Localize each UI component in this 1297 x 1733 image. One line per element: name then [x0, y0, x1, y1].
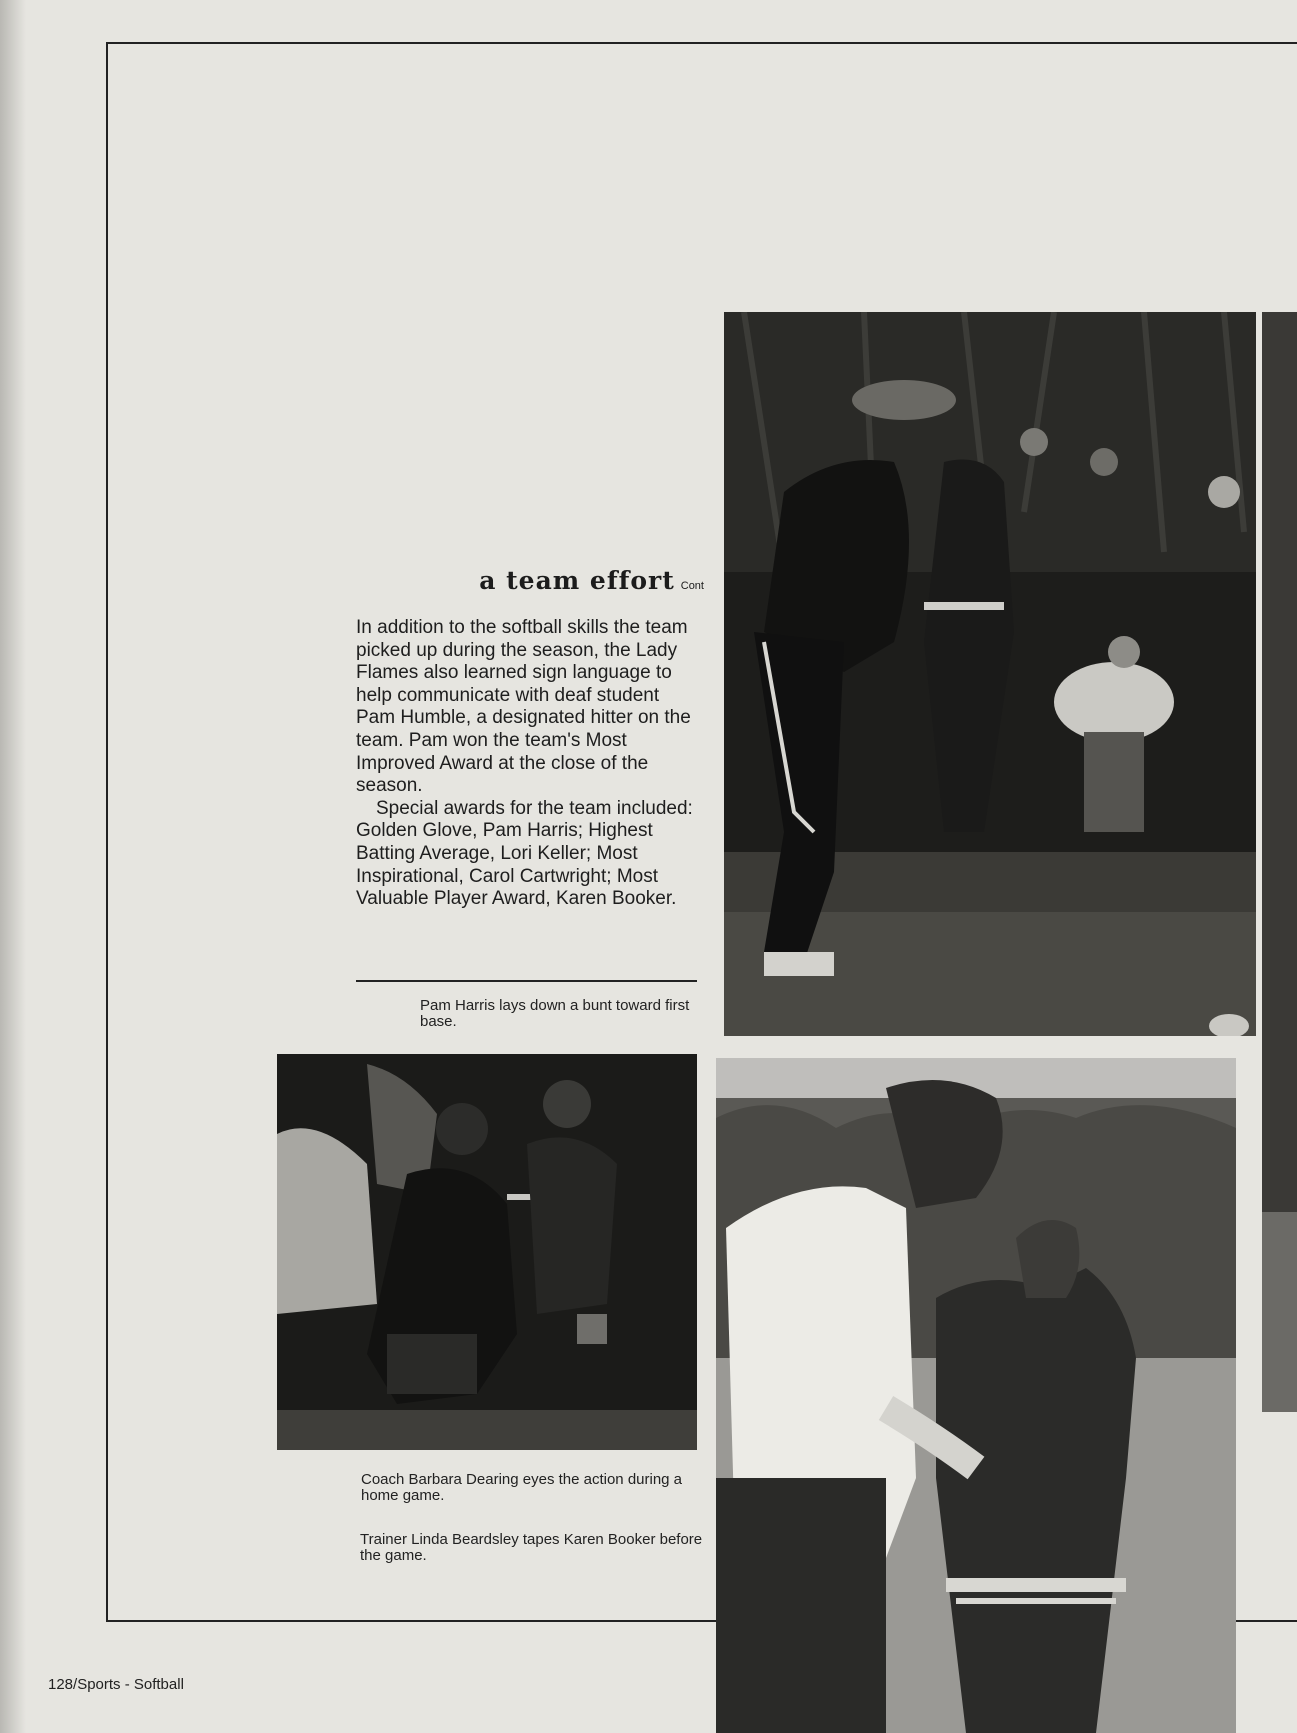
photo-coach [277, 1054, 697, 1450]
page-gutter-shadow [0, 0, 26, 1733]
photo-bunt [724, 312, 1256, 1036]
divider-rule [356, 980, 697, 982]
heading-title: a team effort [479, 566, 675, 595]
photo-trainer [716, 1058, 1236, 1733]
heading-cont-label: Cont [680, 580, 704, 592]
caption-bunt: Pam Harris lays down a bunt toward first base. [420, 997, 690, 1030]
caption-coach: Coach Barbara Dearing eyes the action during a home game. [361, 1471, 683, 1504]
photo-edge-strip [1262, 312, 1297, 1412]
page-footer-label: 128/Sports - Softball [48, 1676, 184, 1693]
body-paragraph-1: In addition to the softball skills the team picked up during the season, the Lady Flames also learned sign language to help communicate with deaf student Pam Humble, a designated hitter on the team. Pam won the team's Most Improved Award at the close of the season. [356, 617, 691, 797]
article-body [356, 617, 700, 911]
article-heading [360, 566, 704, 595]
caption-trainer: Trainer Linda Beardsley tapes Karen Booker before the game. [360, 1531, 703, 1564]
body-paragraph-2: Special awards for the team included: Golden Glove, Pam Harris; Highest Batting Average, Lori Keller; Most Inspirational, Carol Cartwright; Most Valuable Player Award, Karen Booker. [356, 797, 693, 910]
